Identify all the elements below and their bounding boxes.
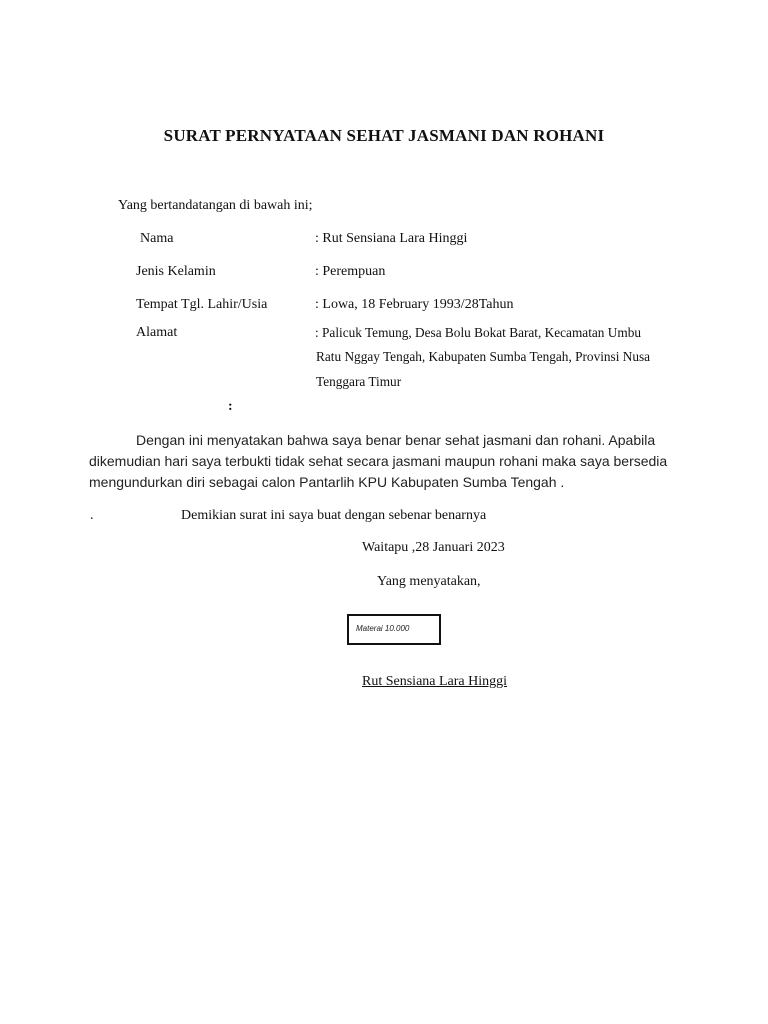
statement-paragraph: Dengan ini menyatakan bahwa saya benar benar sehat jasmani dan rohani. Apabila dikemudian hari saya terbukti tidak sehat secara jasmani maupun rohani maka saya bersedia mengundurkan diri sebagai calon Pantarlih KPU Kabupaten Sumba Tengah . <box>89 432 668 490</box>
declarer-label: Yang menyatakan, <box>377 574 481 589</box>
closing-text: Demikian surat ini saya buat dengan sebenar benarnya <box>181 508 487 523</box>
document-title: SURAT PERNYATAAN SEHAT JASMANI DAN ROHANI <box>163 126 605 145</box>
field-value-alamat-line-2: Ratu Nggay Tengah, Kabupaten Sumba Tengah, Provinsi Nusa <box>316 349 651 364</box>
intro-text: Yang bertandatangan di bawah ini; <box>118 198 313 213</box>
field-value-ttl: : Lowa, 18 February 1993/28Tahun <box>315 297 514 312</box>
field-value-alamat-line-3: Tenggara Timur <box>316 374 402 389</box>
stamp-label: Materai 10.000 <box>356 624 410 633</box>
field-label-ttl: Tempat Tgl. Lahir/Usia <box>136 297 268 312</box>
closing-dot: . <box>90 508 94 523</box>
place-date: Waitapu ,28 Januari 2023 <box>362 540 505 555</box>
stamp-box <box>347 614 441 645</box>
field-label-nama: Nama <box>140 231 174 246</box>
stray-colon: : <box>228 399 233 414</box>
field-value-alamat-line-1: : Palicuk Temung, Desa Bolu Bokat Barat, Kecamatan Umbu <box>315 325 642 340</box>
field-value-jenis-kelamin: : Perempuan <box>315 264 386 279</box>
field-label-jenis-kelamin: Jenis Kelamin <box>136 264 216 279</box>
field-label-alamat: Alamat <box>136 325 178 340</box>
signatory-name: Rut Sensiana Lara Hinggi <box>362 674 508 689</box>
field-value-nama: : Rut Sensiana Lara Hinggi <box>315 231 468 246</box>
